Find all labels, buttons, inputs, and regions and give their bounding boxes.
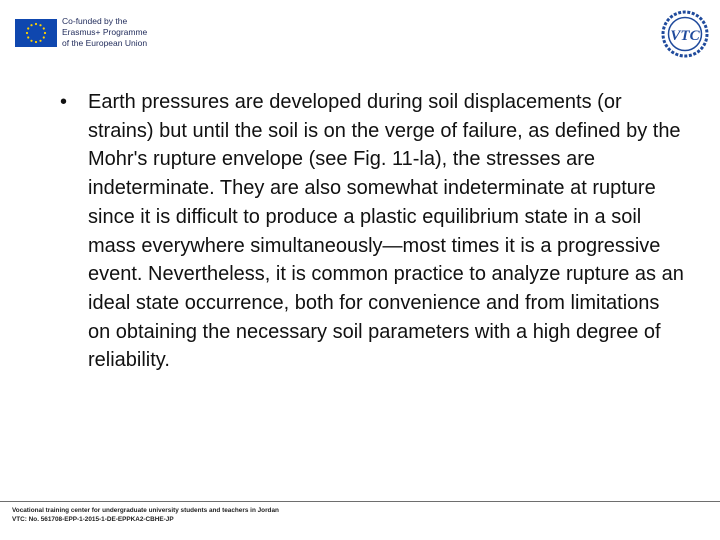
footer-line-1: Vocational training center for undergraduate university students and teachers in Jordan [12,507,279,514]
cofund-line-1: Co-funded by the [62,16,128,26]
bullet-item [60,88,685,375]
footer-divider [0,501,720,502]
eu-star-icon [27,36,29,38]
cofund-line-3: of the European Union [62,38,148,48]
eu-star-icon [35,23,37,25]
eu-star-icon [39,24,41,26]
eu-star-icon [43,36,45,38]
vtc-logo [660,10,710,58]
eu-star-icon [30,24,32,26]
eu-star-icon [35,41,37,43]
cofund-text [62,16,147,49]
slide-content [60,88,685,375]
cofund-line-2: Erasmus+ Programme [62,27,148,37]
footer [12,506,279,524]
eu-star-icon [43,27,45,29]
eu-star-icon [39,40,41,42]
eu-star-icon [27,27,29,29]
footer-line-2: VTC: No. 561708-EPP-1-2015-1-DE-EPPKA2-CBHE-JP [12,516,174,523]
eu-star-icon [26,32,28,34]
vtc-logo-text: VTC [670,28,700,44]
eu-star-icon [44,32,46,34]
bullet-icon: • [60,91,68,113]
eu-flag-icon [15,19,57,47]
eu-star-icon [30,40,32,42]
bullet-text: Earth pressures are developed during soil displacements (or strains) but until the soil is on the verge of failure, as defined by the Mohr's rupture envelope (see Fig. 11-la), the stresses are indeterminate. They are also somewhat indeterminate at rupture since it is difficult to produce a plastic equilibrium state in a soil mass everywhere simultaneously—most times it is a progressive event. Nevertheless, it is common practice to analyze rupture as an ideal state occurrence, both for convenience and from limitations on obtaining the necessary soil parameters with a high degree of reliability. [88,91,684,372]
